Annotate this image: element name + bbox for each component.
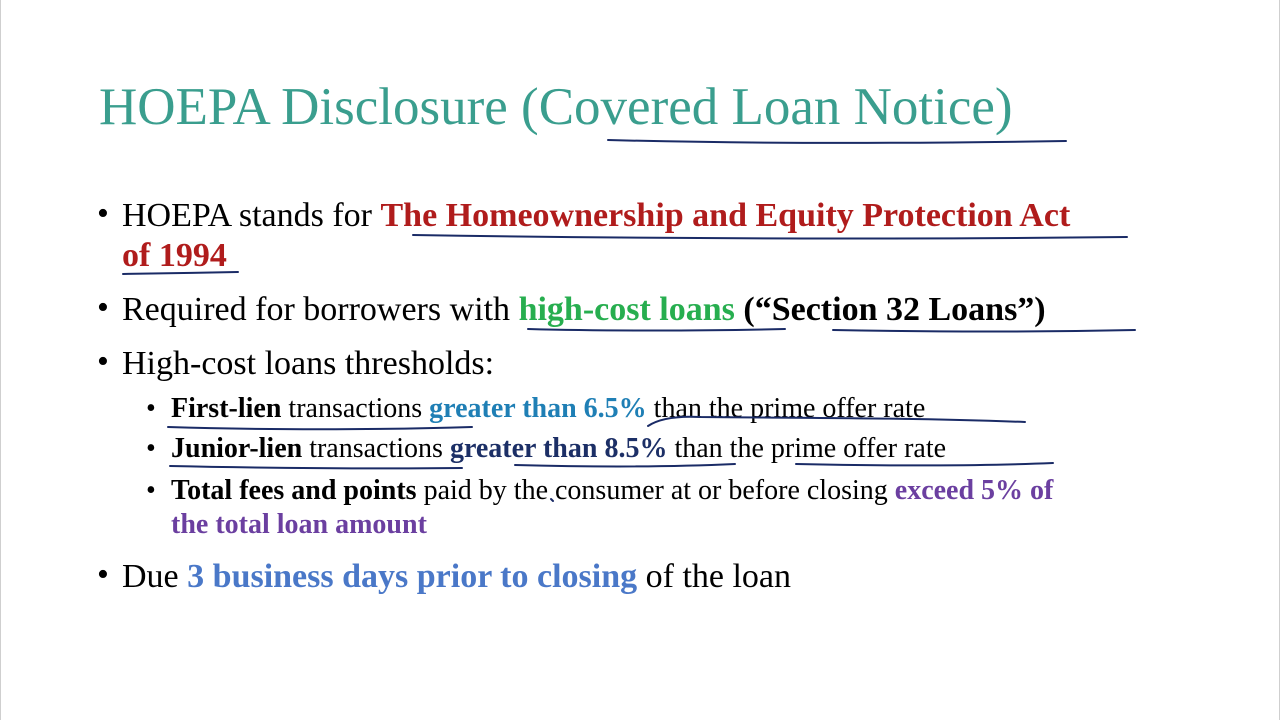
- sub-bullet-text: than the prime offer rate: [646, 393, 926, 424]
- junior-lien-label: Junior-lien: [171, 433, 303, 464]
- total-loan-amount: the total loan amount: [171, 509, 427, 540]
- sub-bullet-text: transactions: [302, 433, 450, 464]
- sub-bullet-dot: •: [146, 393, 156, 424]
- sub-bullet-dot: •: [146, 475, 156, 506]
- high-cost-loans-highlight: high-cost loans: [518, 291, 735, 328]
- junior-lien-rate: greater than 8.5%: [449, 433, 668, 464]
- bullet-text: Due: [122, 558, 188, 595]
- sub-bullet-total-fees: [171, 474, 1053, 508]
- sub-bullet-first-lien: [171, 392, 925, 426]
- sub-bullet-text: than the prime offer rate: [667, 433, 947, 464]
- first-lien-rate: greater than 6.5%: [429, 393, 647, 424]
- act-year: of 1994: [122, 237, 227, 274]
- bullet-hoepa-definition: [122, 196, 1070, 236]
- sub-bullet-dot: •: [146, 433, 156, 464]
- sub-bullet-text: transactions: [281, 393, 430, 424]
- section-32-label: (“Section 32 Loans”): [734, 291, 1046, 328]
- act-name: The Homeownership and Equity Protection Act: [380, 197, 1071, 234]
- bullet-dot: •: [97, 556, 109, 593]
- total-fees-label: Total fees and points: [171, 475, 417, 506]
- first-lien-label: First-lien: [171, 393, 282, 424]
- bullet-text: of the loan: [637, 558, 792, 595]
- bullet-text: Required for borrowers with: [122, 291, 519, 328]
- bullet-dot: •: [97, 289, 109, 326]
- bullet-required-for: [122, 290, 1046, 330]
- bullet-due: [122, 557, 791, 597]
- sub-bullet-text: paid by the consumer at or before closing: [416, 475, 895, 506]
- sub-bullet-junior-lien: [171, 432, 946, 466]
- bullet-dot: •: [97, 195, 109, 232]
- bullet-thresholds: High-cost loans thresholds:: [122, 345, 495, 382]
- exceed-threshold: exceed 5% of: [894, 475, 1054, 506]
- due-timing: 3 business days prior to closing: [187, 558, 638, 595]
- bullet-dot: •: [97, 343, 109, 380]
- bullet-text: HOEPA stands for: [122, 197, 381, 234]
- slide-title: HOEPA Disclosure (Covered Loan Notice): [99, 78, 1013, 136]
